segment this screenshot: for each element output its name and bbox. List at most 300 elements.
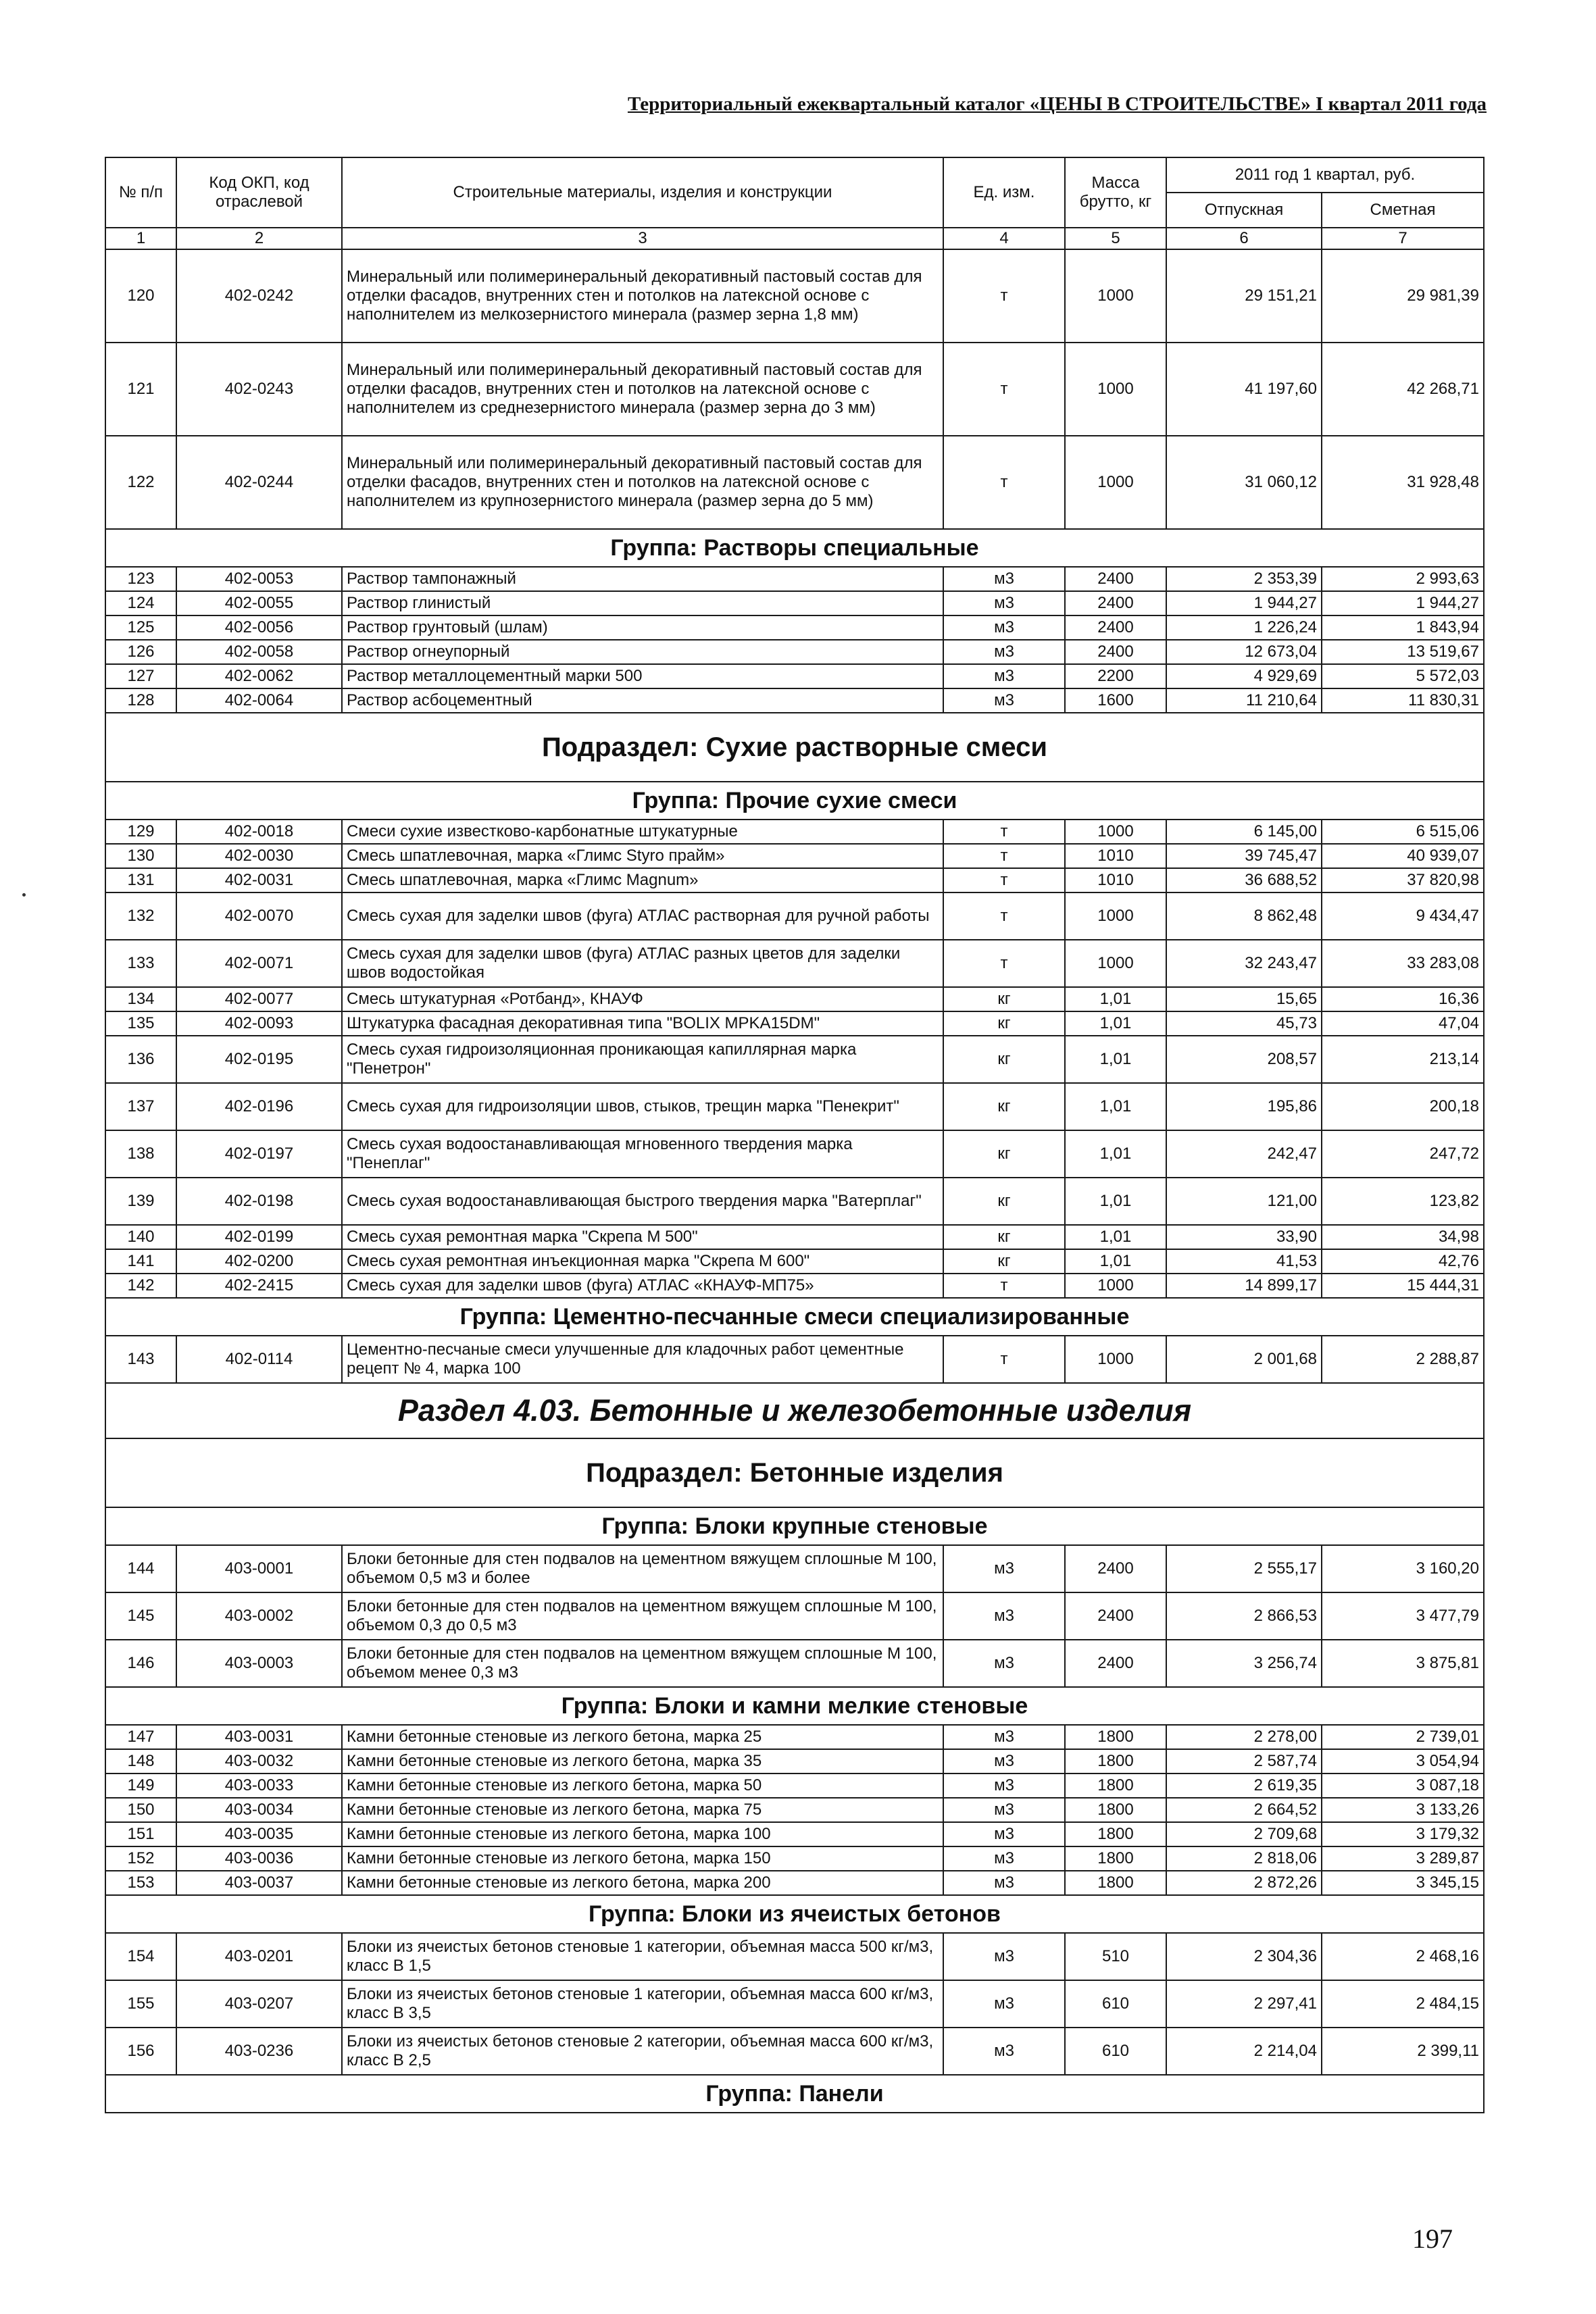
row-code: 402-0199: [176, 1225, 342, 1249]
row-release-price: 2 214,04: [1166, 2028, 1322, 2075]
row-estimate-price: 16,36: [1322, 987, 1484, 1011]
row-mass: 1000: [1065, 1274, 1166, 1298]
row-estimate-price: 2 288,87: [1322, 1336, 1484, 1383]
table-body: [105, 249, 1484, 2113]
row-name: Раствор металлоцементный марки 500: [342, 664, 943, 688]
row-unit: м3: [943, 1822, 1065, 1846]
row-release-price: 2 664,52: [1166, 1798, 1322, 1822]
row-mass: 1000: [1065, 436, 1166, 529]
group-heading: Группа: Блоки и камни мелкие стеновые: [105, 1687, 1484, 1725]
row-unit: т: [943, 1274, 1065, 1298]
row-code: 403-0236: [176, 2028, 342, 2075]
row-code: 402-0055: [176, 591, 342, 615]
table-row: [105, 868, 1484, 892]
row-number: 123: [105, 567, 176, 591]
table-row: [105, 844, 1484, 868]
table-row: [105, 1011, 1484, 1036]
row-name: Камни бетонные стеновые из легкого бетона, марка 150: [342, 1846, 943, 1871]
row-estimate-price: 34,98: [1322, 1225, 1484, 1249]
header-release-price: Отпускная: [1166, 193, 1322, 228]
row-release-price: 2 866,53: [1166, 1592, 1322, 1640]
row-estimate-price: 123,82: [1322, 1178, 1484, 1225]
group-heading-row: [105, 1687, 1484, 1725]
table-row: [105, 1749, 1484, 1774]
row-release-price: 2 587,74: [1166, 1749, 1322, 1774]
row-mass: 1010: [1065, 868, 1166, 892]
table-row: [105, 1822, 1484, 1846]
table-row: [105, 1083, 1484, 1130]
row-release-price: 2 278,00: [1166, 1725, 1322, 1749]
row-number: 139: [105, 1178, 176, 1225]
row-release-price: 2 353,39: [1166, 567, 1322, 591]
group-heading-row: [105, 1507, 1484, 1545]
row-number: 127: [105, 664, 176, 688]
row-release-price: 14 899,17: [1166, 1274, 1322, 1298]
row-name: Смесь сухая ремонтная инъекционная марка "Скрепа М 600": [342, 1249, 943, 1274]
row-mass: 1000: [1065, 1336, 1166, 1383]
row-code: 402-2415: [176, 1274, 342, 1298]
group-heading: Группа: Блоки крупные стеновые: [105, 1507, 1484, 1545]
row-estimate-price: 3 054,94: [1322, 1749, 1484, 1774]
row-unit: м3: [943, 1980, 1065, 2028]
row-name: Блоки бетонные для стен подвалов на цементном вяжущем сплошные М 100, объемом 0,5 м3 и более: [342, 1545, 943, 1592]
scan-dot: [22, 893, 26, 897]
row-code: 402-0053: [176, 567, 342, 591]
row-estimate-price: 3 179,32: [1322, 1822, 1484, 1846]
section-heading-row: [105, 1383, 1484, 1438]
table-row: [105, 249, 1484, 343]
table-row: [105, 1871, 1484, 1895]
row-estimate-price: 13 519,67: [1322, 640, 1484, 664]
col-number: 4: [943, 228, 1065, 249]
row-release-price: 4 929,69: [1166, 664, 1322, 688]
row-unit: кг: [943, 1083, 1065, 1130]
table-row: [105, 1798, 1484, 1822]
row-unit: м3: [943, 1749, 1065, 1774]
row-code: 402-0056: [176, 615, 342, 640]
row-release-price: 242,47: [1166, 1130, 1322, 1178]
row-code: 402-0114: [176, 1336, 342, 1383]
table-row: [105, 343, 1484, 436]
row-estimate-price: 3 289,87: [1322, 1846, 1484, 1871]
price-table: [105, 157, 1485, 2113]
row-estimate-price: 3 160,20: [1322, 1545, 1484, 1592]
table-row: [105, 1640, 1484, 1687]
row-release-price: 2 709,68: [1166, 1822, 1322, 1846]
row-code: 402-0197: [176, 1130, 342, 1178]
row-release-price: 45,73: [1166, 1011, 1322, 1036]
row-estimate-price: 42,76: [1322, 1249, 1484, 1274]
group-heading-row: [105, 782, 1484, 820]
table-row: [105, 940, 1484, 987]
row-code: 402-0093: [176, 1011, 342, 1036]
row-name: Цементно-песчаные смеси улучшенные для кладочных работ цементные рецепт № 4, марка 100: [342, 1336, 943, 1383]
row-unit: м3: [943, 688, 1065, 713]
col-number: 1: [105, 228, 176, 249]
col-number: 3: [342, 228, 943, 249]
row-release-price: 33,90: [1166, 1225, 1322, 1249]
row-release-price: 41,53: [1166, 1249, 1322, 1274]
row-name: Смесь сухая для заделки швов (фуга) АТЛАС разных цветов для заделки швов водостойкая: [342, 940, 943, 987]
row-release-price: 2 555,17: [1166, 1545, 1322, 1592]
row-release-price: 121,00: [1166, 1178, 1322, 1225]
row-mass: 1800: [1065, 1749, 1166, 1774]
row-mass: 1800: [1065, 1725, 1166, 1749]
row-name: Камни бетонные стеновые из легкого бетона, марка 35: [342, 1749, 943, 1774]
group-heading: Группа: Растворы специальные: [105, 529, 1484, 567]
row-name: Штукатурка фасадная декоративная типа "BOLIX MPKA15DM": [342, 1011, 943, 1036]
table-row: [105, 2028, 1484, 2075]
row-release-price: 2 001,68: [1166, 1336, 1322, 1383]
subsection-heading: Подраздел: Сухие растворные смеси: [105, 713, 1484, 782]
page-number: 197: [1412, 2223, 1453, 2254]
group-heading-row: [105, 529, 1484, 567]
row-unit: м3: [943, 2028, 1065, 2075]
row-code: 402-0031: [176, 868, 342, 892]
row-unit: м3: [943, 1774, 1065, 1798]
row-unit: т: [943, 436, 1065, 529]
row-mass: 610: [1065, 2028, 1166, 2075]
row-number: 154: [105, 1933, 176, 1980]
row-code: 402-0196: [176, 1083, 342, 1130]
row-release-price: 15,65: [1166, 987, 1322, 1011]
row-release-price: 6 145,00: [1166, 820, 1322, 844]
row-estimate-price: 29 981,39: [1322, 249, 1484, 343]
row-release-price: 32 243,47: [1166, 940, 1322, 987]
row-number: 146: [105, 1640, 176, 1687]
row-name: Блоки бетонные для стен подвалов на цементном вяжущем сплошные М 100, объемом менее 0,3 м3: [342, 1640, 943, 1687]
row-unit: кг: [943, 1249, 1065, 1274]
row-code: 402-0064: [176, 688, 342, 713]
row-release-price: 8 862,48: [1166, 892, 1322, 940]
table-row: [105, 987, 1484, 1011]
row-release-price: 2 872,26: [1166, 1871, 1322, 1895]
row-number: 130: [105, 844, 176, 868]
row-mass: 1,01: [1065, 1036, 1166, 1083]
group-heading: Группа: Прочие сухие смеси: [105, 782, 1484, 820]
row-name: Камни бетонные стеновые из легкого бетона, марка 25: [342, 1725, 943, 1749]
row-number: 120: [105, 249, 176, 343]
row-name: Раствор грунтовый (шлам): [342, 615, 943, 640]
table-row: [105, 664, 1484, 688]
row-name: Блоки бетонные для стен подвалов на цементном вяжущем сплошные М 100, объемом 0,3 до 0,5 м3: [342, 1592, 943, 1640]
row-mass: 1800: [1065, 1798, 1166, 1822]
row-number: 129: [105, 820, 176, 844]
row-code: 403-0201: [176, 1933, 342, 1980]
row-estimate-price: 2 399,11: [1322, 2028, 1484, 2075]
row-unit: т: [943, 940, 1065, 987]
table-row: [105, 1274, 1484, 1298]
row-estimate-price: 31 928,48: [1322, 436, 1484, 529]
group-heading-row: [105, 1298, 1484, 1336]
table-column-numbers-row: [105, 228, 1484, 249]
row-code: 402-0244: [176, 436, 342, 529]
row-number: 144: [105, 1545, 176, 1592]
row-estimate-price: 247,72: [1322, 1130, 1484, 1178]
row-unit: кг: [943, 1225, 1065, 1249]
row-release-price: 36 688,52: [1166, 868, 1322, 892]
row-code: 403-0036: [176, 1846, 342, 1871]
row-estimate-price: 3 875,81: [1322, 1640, 1484, 1687]
row-release-price: 1 944,27: [1166, 591, 1322, 615]
row-estimate-price: 3 477,79: [1322, 1592, 1484, 1640]
row-unit: м3: [943, 640, 1065, 664]
row-name: Блоки из ячеистых бетонов стеновые 2 категории, объемная масса 600 кг/м3, класс В 2,5: [342, 2028, 943, 2075]
row-estimate-price: 47,04: [1322, 1011, 1484, 1036]
row-mass: 1,01: [1065, 1011, 1166, 1036]
row-number: 145: [105, 1592, 176, 1640]
row-code: 403-0031: [176, 1725, 342, 1749]
table-row: [105, 640, 1484, 664]
table-row: [105, 1225, 1484, 1249]
row-estimate-price: 6 515,06: [1322, 820, 1484, 844]
col-number: 7: [1322, 228, 1484, 249]
row-mass: 1000: [1065, 249, 1166, 343]
header-code: Код ОКП, код отраслевой: [176, 157, 342, 228]
row-unit: кг: [943, 1130, 1065, 1178]
table-row: [105, 1725, 1484, 1749]
section-heading: Раздел 4.03. Бетонные и железобетонные изделия: [105, 1383, 1484, 1438]
group-heading-row: [105, 1895, 1484, 1933]
row-number: 121: [105, 343, 176, 436]
row-release-price: 29 151,21: [1166, 249, 1322, 343]
table-row: [105, 1545, 1484, 1592]
subsection-heading: Подраздел: Бетонные изделия: [105, 1438, 1484, 1507]
price-table-wrapper: [105, 157, 1483, 2113]
table-row: [105, 1774, 1484, 1798]
row-number: 156: [105, 2028, 176, 2075]
row-unit: м3: [943, 1933, 1065, 1980]
row-name: Смесь шпатлевочная, марка «Глимс Magnum»: [342, 868, 943, 892]
row-code: 403-0034: [176, 1798, 342, 1822]
row-mass: 510: [1065, 1933, 1166, 1980]
row-code: 403-0207: [176, 1980, 342, 2028]
row-name: Смесь сухая ремонтная марка "Скрепа М 500": [342, 1225, 943, 1249]
row-number: 151: [105, 1822, 176, 1846]
header-name: Строительные материалы, изделия и конструкции: [342, 157, 943, 228]
row-name: Смесь сухая гидроизоляционная проникающая капиллярная марка "Пенетрон": [342, 1036, 943, 1083]
row-number: 126: [105, 640, 176, 664]
row-number: 138: [105, 1130, 176, 1178]
group-heading: Группа: Цементно-песчанные смеси специализированные: [105, 1298, 1484, 1336]
row-name: Раствор огнеупорный: [342, 640, 943, 664]
row-unit: т: [943, 1336, 1065, 1383]
row-unit: м3: [943, 664, 1065, 688]
group-heading: Группа: Панели: [105, 2075, 1484, 2113]
row-release-price: 12 673,04: [1166, 640, 1322, 664]
row-estimate-price: 15 444,31: [1322, 1274, 1484, 1298]
row-mass: 2400: [1065, 567, 1166, 591]
row-estimate-price: 37 820,98: [1322, 868, 1484, 892]
row-estimate-price: 5 572,03: [1322, 664, 1484, 688]
row-unit: м3: [943, 615, 1065, 640]
row-mass: 1800: [1065, 1774, 1166, 1798]
row-estimate-price: 11 830,31: [1322, 688, 1484, 713]
col-number: 6: [1166, 228, 1322, 249]
row-code: 402-0058: [176, 640, 342, 664]
row-name: Камни бетонные стеновые из легкого бетона, марка 100: [342, 1822, 943, 1846]
row-code: 403-0033: [176, 1774, 342, 1798]
row-code: 402-0062: [176, 664, 342, 688]
row-mass: 1,01: [1065, 1249, 1166, 1274]
row-number: 122: [105, 436, 176, 529]
row-release-price: 3 256,74: [1166, 1640, 1322, 1687]
row-mass: 1000: [1065, 820, 1166, 844]
row-unit: м3: [943, 567, 1065, 591]
row-name: Блоки из ячеистых бетонов стеновые 1 категории, объемная масса 500 кг/м3, класс В 1,5: [342, 1933, 943, 1980]
row-unit: кг: [943, 1036, 1065, 1083]
row-unit: т: [943, 892, 1065, 940]
row-unit: м3: [943, 1592, 1065, 1640]
row-mass: 2400: [1065, 615, 1166, 640]
table-row: [105, 591, 1484, 615]
row-unit: м3: [943, 1798, 1065, 1822]
row-estimate-price: 213,14: [1322, 1036, 1484, 1083]
row-name: Раствор глинистый: [342, 591, 943, 615]
row-code: 402-0198: [176, 1178, 342, 1225]
header-period: 2011 год 1 квартал, руб.: [1166, 157, 1484, 193]
row-unit: т: [943, 868, 1065, 892]
row-unit: м3: [943, 1545, 1065, 1592]
row-number: 142: [105, 1274, 176, 1298]
row-estimate-price: 33 283,08: [1322, 940, 1484, 987]
table-row: [105, 615, 1484, 640]
col-number: 2: [176, 228, 342, 249]
header-estimate-price: Сметная: [1322, 193, 1484, 228]
row-estimate-price: 40 939,07: [1322, 844, 1484, 868]
row-name: Смесь сухая водоостанавливающая быстрого твердения марка "Ватерплаг": [342, 1178, 943, 1225]
row-estimate-price: 2 739,01: [1322, 1725, 1484, 1749]
row-mass: 1800: [1065, 1846, 1166, 1871]
row-estimate-price: 2 993,63: [1322, 567, 1484, 591]
row-number: 131: [105, 868, 176, 892]
row-mass: 1,01: [1065, 1083, 1166, 1130]
row-mass: 2400: [1065, 1640, 1166, 1687]
row-mass: 1,01: [1065, 1178, 1166, 1225]
row-name: Блоки из ячеистых бетонов стеновые 1 категории, объемная масса 600 кг/м3, класс В 3,5: [342, 1980, 943, 2028]
row-name: Минеральный или полимеринеральный декоративный пастовый состав для отделки фасадов, внутренних стен и потолков на латексной основе с наполнителем из среднезернистого минерала (размер зерна до 3 мм): [342, 343, 943, 436]
row-estimate-price: 3 133,26: [1322, 1798, 1484, 1822]
table-row: [105, 1178, 1484, 1225]
row-code: 402-0200: [176, 1249, 342, 1274]
row-name: Смесь сухая для гидроизоляции швов, стыков, трещин марка "Пенекрит": [342, 1083, 943, 1130]
row-name: Камни бетонные стеновые из легкого бетона, марка 50: [342, 1774, 943, 1798]
table-row: [105, 820, 1484, 844]
row-mass: 1800: [1065, 1871, 1166, 1895]
row-estimate-price: 42 268,71: [1322, 343, 1484, 436]
row-unit: кг: [943, 1011, 1065, 1036]
row-unit: т: [943, 343, 1065, 436]
row-mass: 1600: [1065, 688, 1166, 713]
table-row: [105, 1130, 1484, 1178]
header-mass: Масса брутто, кг: [1065, 157, 1166, 228]
row-release-price: 208,57: [1166, 1036, 1322, 1083]
row-estimate-price: 9 434,47: [1322, 892, 1484, 940]
row-number: 141: [105, 1249, 176, 1274]
subsection-heading-row: [105, 713, 1484, 782]
row-code: 403-0003: [176, 1640, 342, 1687]
row-name: Смесь сухая водоостанавливающая мгновенного твердения марка "Пенеплаг": [342, 1130, 943, 1178]
row-code: 403-0032: [176, 1749, 342, 1774]
row-estimate-price: 3 087,18: [1322, 1774, 1484, 1798]
row-code: 402-0243: [176, 343, 342, 436]
row-mass: 1,01: [1065, 987, 1166, 1011]
row-code: 403-0035: [176, 1822, 342, 1846]
row-number: 140: [105, 1225, 176, 1249]
row-code: 403-0002: [176, 1592, 342, 1640]
row-mass: 1000: [1065, 343, 1166, 436]
row-mass: 2400: [1065, 1592, 1166, 1640]
group-heading-row: [105, 2075, 1484, 2113]
row-number: 124: [105, 591, 176, 615]
row-code: 402-0070: [176, 892, 342, 940]
row-estimate-price: 3 345,15: [1322, 1871, 1484, 1895]
row-name: Смесь сухая для заделки швов (фуга) АТЛАС растворная для ручной работы: [342, 892, 943, 940]
row-mass: 1,01: [1065, 1225, 1166, 1249]
row-number: 155: [105, 1980, 176, 2028]
row-release-price: 39 745,47: [1166, 844, 1322, 868]
col-number: 5: [1065, 228, 1166, 249]
row-estimate-price: 2 468,16: [1322, 1933, 1484, 1980]
row-number: 149: [105, 1774, 176, 1798]
row-unit: кг: [943, 1178, 1065, 1225]
row-release-price: 11 210,64: [1166, 688, 1322, 713]
row-mass: 2400: [1065, 640, 1166, 664]
row-code: 402-0195: [176, 1036, 342, 1083]
row-name: Смесь штукатурная «Ротбанд», КНАУФ: [342, 987, 943, 1011]
row-mass: 1000: [1065, 892, 1166, 940]
row-estimate-price: 1 843,94: [1322, 615, 1484, 640]
row-number: 143: [105, 1336, 176, 1383]
row-unit: м3: [943, 591, 1065, 615]
row-release-price: 2 304,36: [1166, 1933, 1322, 1980]
row-number: 136: [105, 1036, 176, 1083]
row-unit: кг: [943, 987, 1065, 1011]
row-release-price: 2 818,06: [1166, 1846, 1322, 1871]
group-heading: Группа: Блоки из ячеистых бетонов: [105, 1895, 1484, 1933]
row-mass: 1,01: [1065, 1130, 1166, 1178]
table-row: [105, 1036, 1484, 1083]
table-row: [105, 567, 1484, 591]
table-header-row: [105, 157, 1484, 193]
row-estimate-price: 2 484,15: [1322, 1980, 1484, 2028]
row-number: 152: [105, 1846, 176, 1871]
table-row: [105, 688, 1484, 713]
row-name: Раствор тампонажный: [342, 567, 943, 591]
row-code: 402-0071: [176, 940, 342, 987]
row-unit: м3: [943, 1871, 1065, 1895]
row-release-price: 41 197,60: [1166, 343, 1322, 436]
row-code: 403-0001: [176, 1545, 342, 1592]
row-name: Минеральный или полимеринеральный декоративный пастовый состав для отделки фасадов, внутренних стен и потолков на латексной основе с наполнителем из мелкозернистого минерала (размер зерна 1,8 мм): [342, 249, 943, 343]
row-name: Камни бетонные стеновые из легкого бетона, марка 200: [342, 1871, 943, 1895]
row-name: Смесь сухая для заделки швов (фуга) АТЛАС «КНАУФ-МП75»: [342, 1274, 943, 1298]
row-mass: 1800: [1065, 1822, 1166, 1846]
row-unit: т: [943, 844, 1065, 868]
row-name: Смеси сухие известково-карбонатные штукатурные: [342, 820, 943, 844]
subsection-heading-row: [105, 1438, 1484, 1507]
row-estimate-price: 200,18: [1322, 1083, 1484, 1130]
row-number: 137: [105, 1083, 176, 1130]
row-release-price: 2 619,35: [1166, 1774, 1322, 1798]
row-mass: 2400: [1065, 1545, 1166, 1592]
row-number: 128: [105, 688, 176, 713]
row-number: 150: [105, 1798, 176, 1822]
row-estimate-price: 1 944,27: [1322, 591, 1484, 615]
header-num: № п/п: [105, 157, 176, 228]
row-release-price: 1 226,24: [1166, 615, 1322, 640]
row-code: 402-0077: [176, 987, 342, 1011]
